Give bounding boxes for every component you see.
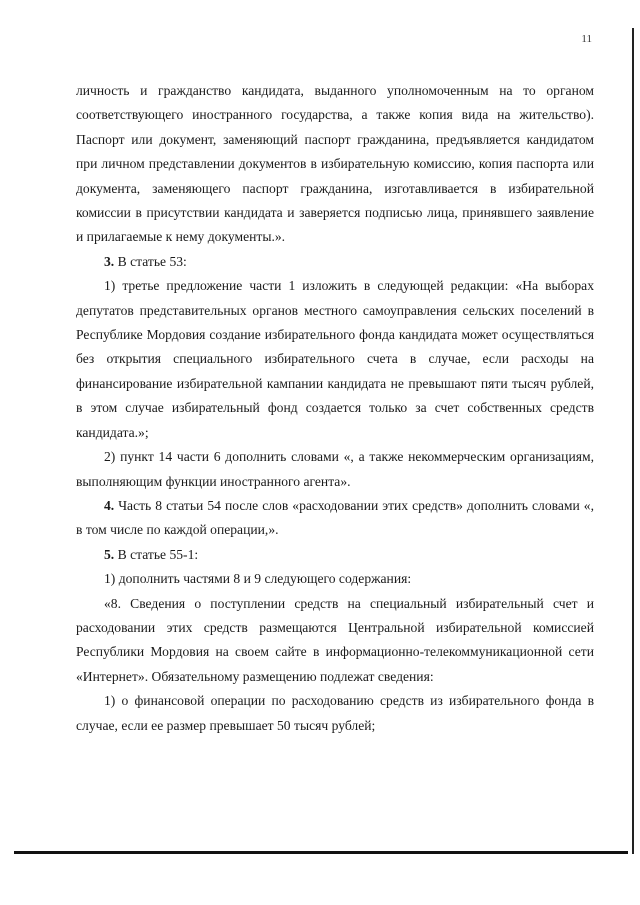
section-4 [76,494,594,543]
scan-edge-line [632,28,634,854]
section-4-text: Часть 8 статьи 54 после слов «расходовании этих средств» дополнить словами «, в том числе по каждой операции,». [76,497,594,538]
section-3-item-1: 1) третье предложение части 1 изложить в следующей редакции: «На выборах депутатов представительных органов местного самоуправления сельских поселений в Республике Мордовия создание избирательного фонда кандидата может осуществляться без открытия специального избирательного счета в случае, если расходы на финансирование избирательной кампании кандидата не превышают пяти тысяч рублей, в этом случае избирательный фонд создается только за счет собственных средств кандидата.»; [76,278,594,440]
section-3-text: В статье 53: [114,253,187,269]
paragraph-continuation: личность и гражданство кандидата, выданного уполномоченным на то органом соответствующего иностранного государства, а также копия вида на жительство). Паспорт или документ, заменяющий паспорт гражданина, предъявляется кандидатом при личном представлении документов в избирательную комиссию, копия паспорта или документа, заменяющего паспорт гражданина, изготавливается в избирательной комиссии в присутствии кандидата и заверяется подписью лица, принявшего заявление и прилагаемые к нему документы.». [76,83,594,245]
section-5-number: 5. [104,546,115,562]
section-5-text: В статье 55-1: [114,546,199,562]
document-body [76,79,594,738]
scan-bottom-line [14,851,628,854]
section-3-number: 3. [104,253,115,269]
section-5-part-8: «8. Сведения о поступлении средств на специальный избирательный счет и расходовании этих средств размещаются Центральной избирательной комиссией Республики Мордовия на своем сайте в информационно-телекоммуникационной сети «Интернет». Обязательному размещению подлежат сведения: [76,595,594,684]
section-3-item-2: 2) пункт 14 части 6 дополнить словами «, а также некоммерческим организациям, выполняющим функции иностранного агента». [76,449,594,489]
section-5-item-1: 1) дополнить частями 8 и 9 следующего содержания: [104,571,412,587]
section-4-number: 4. [104,497,115,513]
section-3-heading [76,250,594,274]
page-number: 11 [581,33,592,45]
section-5-heading [76,543,594,567]
section-5-part-8-item-1: 1) о финансовой операции по расходованию средств из избирательного фонда в случае, если ее размер превышает 50 тысяч рублей; [76,693,594,733]
